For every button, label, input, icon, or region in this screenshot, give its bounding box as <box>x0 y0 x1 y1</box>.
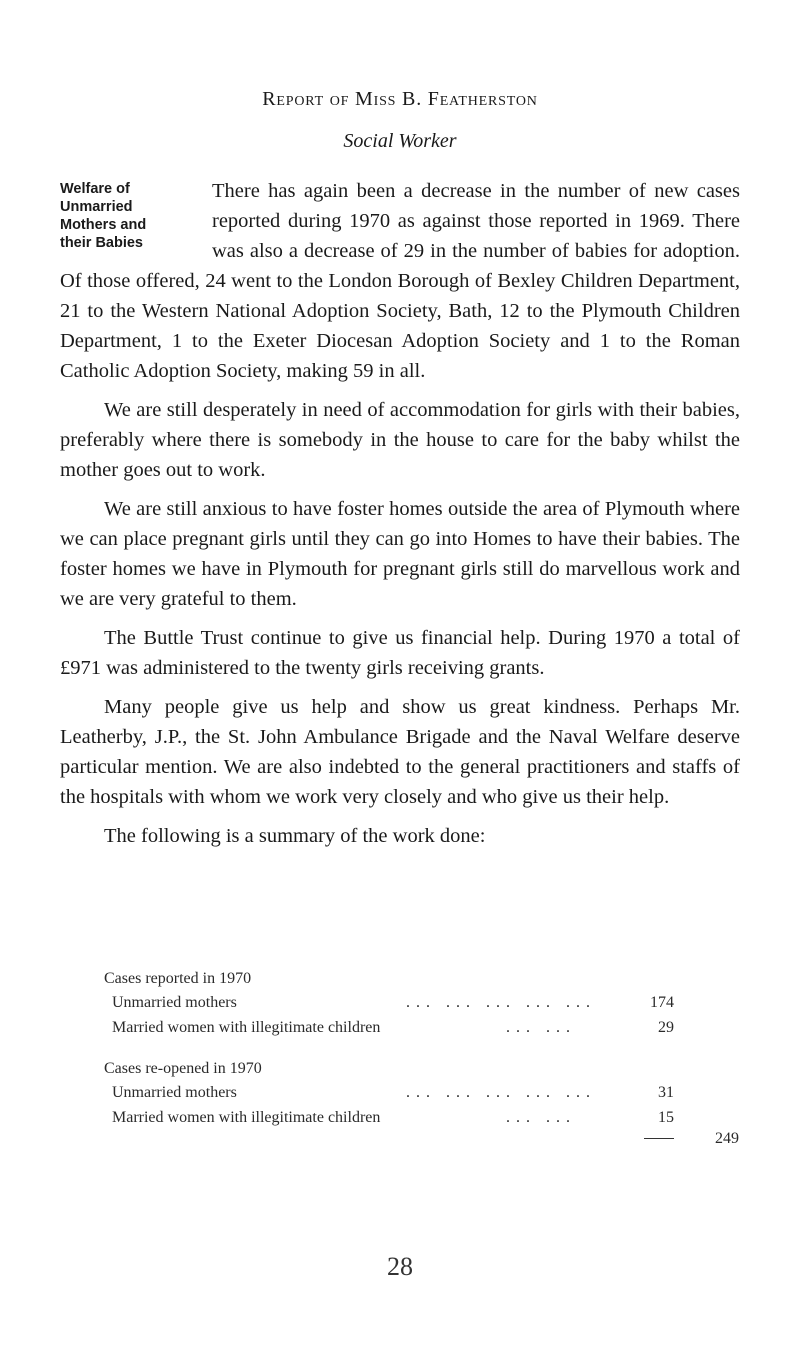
margin-heading-line: Welfare of <box>60 181 130 197</box>
summary-total-value: 249 <box>715 1130 739 1147</box>
page-number: 28 <box>387 1252 413 1281</box>
report-subtitle: Social Worker <box>343 130 457 152</box>
margin-heading-line: Mothers and <box>60 217 147 233</box>
work-summary-table <box>104 968 739 1160</box>
summary-row-label: Unmarried mothers <box>112 1084 237 1101</box>
paragraph-acknowledgements: Many people give us help and show us great kindness. Perhaps Mr. Leatherby, J.P., the St. John Ambulance Brigade and the Naval Welfare deserve particular mention. We are also indebted to the general practitioners and staffs of the hospitals with whom we work very closely and who give us their help. <box>60 696 740 808</box>
summary-row <box>104 990 674 1015</box>
summary-row-label: Married women with illegitimate children <box>112 1109 381 1126</box>
paragraph-accommodation: We are still desperately in need of accommodation for girls with their babies, preferably where there is somebody in the house to care for the baby whilst the mother goes out to work. <box>60 399 740 481</box>
summary-total-rule <box>644 1138 674 1139</box>
report-title: Report of Miss B. Featherston <box>262 88 538 110</box>
paragraph-foster-homes: We are still anxious to have foster homes outside the area of Plymouth where we can place pregnant girls until they can go into Homes to have their babies. The foster homes we have in Plymouth for pregnant girls still do marvellous work and we are very grateful to them. <box>60 498 740 610</box>
summary-group-title: Cases re-opened in 1970 <box>104 1060 262 1077</box>
summary-total-row <box>104 1130 739 1160</box>
paragraph-summary-intro: The following is a summary of the work done: <box>104 825 486 847</box>
summary-group-title: Cases reported in 1970 <box>104 970 252 987</box>
summary-row-leader: ... ... <box>506 1019 576 1036</box>
summary-row-value: 15 <box>658 1109 674 1126</box>
summary-row-value: 31 <box>658 1084 674 1101</box>
report-body <box>60 176 740 860</box>
summary-row-label: Married women with illegitimate children <box>112 1019 381 1036</box>
summary-row-leader: ... ... ... ... ... <box>406 1084 596 1101</box>
paragraph-adoptions: There has again been a decrease in the number of new cases reported during 1970 as against those reported in 1969. There was also a decrease of 29 in the number of babies for adoption. Of those offered, 24 went to the London Borough of Bexley Children Department, 21 to the Western National Adoption Society, Bath, 12 to the Plymouth Children Department, 1 to the Exeter Diocesan Adoption Society and 1 to the Roman Catholic Adoption Society, making 59 in all. <box>60 180 740 382</box>
summary-row-leader: ... ... <box>506 1109 576 1126</box>
summary-row-leader: ... ... ... ... ... <box>406 994 596 1011</box>
summary-row-label: Unmarried mothers <box>112 994 237 1011</box>
summary-row <box>104 1105 674 1130</box>
summary-row <box>104 1015 674 1040</box>
summary-row-value: 29 <box>658 1019 674 1036</box>
summary-row <box>104 1080 674 1105</box>
summary-row-value: 174 <box>650 994 674 1011</box>
margin-heading-spacer <box>60 176 212 264</box>
margin-heading-line: their Babies <box>60 235 143 251</box>
margin-heading-line: Unmarried <box>60 199 133 215</box>
paragraph-buttle-trust: The Buttle Trust continue to give us financial help. During 1970 a total of £971 was administered to the twenty girls receiving grants. <box>60 627 740 679</box>
